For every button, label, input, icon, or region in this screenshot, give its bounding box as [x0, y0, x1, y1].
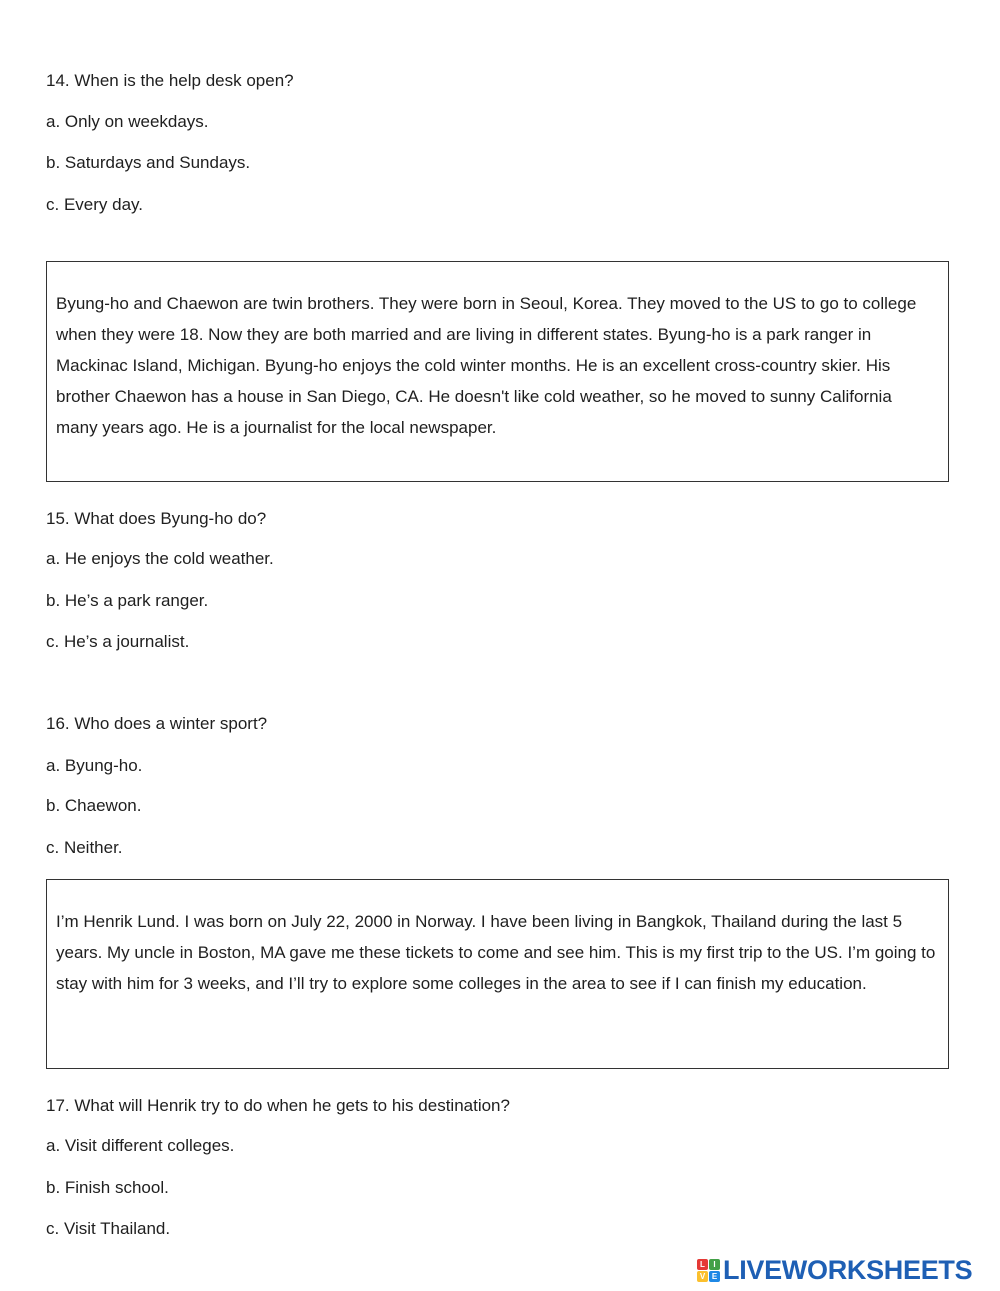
q17-option-b: b. Finish school.	[46, 1178, 169, 1197]
q16-option-b: b. Chaewon.	[46, 796, 142, 815]
logo-block-i: I	[709, 1259, 720, 1270]
q14-option-c: c. Every day.	[46, 195, 143, 214]
q17-option-c: c. Visit Thailand.	[46, 1219, 171, 1238]
question-15: 15. What does Byung-ho do?	[46, 509, 267, 528]
question-14: 14. When is the help desk open?	[46, 71, 294, 90]
logo-block-e: E	[709, 1271, 720, 1282]
q15-option-a: a. He enjoys the cold weather.	[46, 549, 274, 568]
logo-block-v: V	[697, 1271, 708, 1282]
reading-passage-2	[46, 879, 949, 1069]
logo-blocks-icon	[697, 1259, 720, 1282]
q15-option-b: b. He’s a park ranger.	[46, 591, 209, 610]
logo-block-l: L	[697, 1259, 708, 1270]
reading-passage-1	[46, 261, 949, 482]
passage-2-text: I’m Henrik Lund. I was born on July 22, 2000 in Norway. I have been living in Bangkok, Thailand during the last 5 years. My uncle in Boston, MA gave me these tickets to come and see him. This is my first trip to the US. I’m going to stay with him for 3 weeks, and I’ll try to explore some colleges in the area to see if I can finish my education.	[56, 912, 936, 993]
q17-option-a: a. Visit different colleges.	[46, 1136, 235, 1155]
q14-option-b: b. Saturdays and Sundays.	[46, 153, 251, 172]
question-16: 16. Who does a winter sport?	[46, 714, 268, 733]
q15-option-c: c. He’s a journalist.	[46, 632, 190, 651]
q16-option-c: c. Neither.	[46, 838, 123, 857]
passage-1-text: Byung-ho and Chaewon are twin brothers. They were born in Seoul, Korea. They moved to the US to go to college when they were 18. Now they are both married and are living in different states. Byung-ho is a park ranger in Mackinac Island, Michigan. Byung-ho enjoys the cold winter months. He is an excellent cross-country skier. His brother Chaewon has a house in San Diego, CA. He doesn't like cold weather, so he moved to sunny California many years ago. He is a journalist for the local newspaper.	[56, 294, 917, 437]
question-17: 17. What will Henrik try to do when he gets to his destination?	[46, 1096, 510, 1115]
q16-option-a: a. Byung-ho.	[46, 756, 143, 775]
liveworksheets-logo	[697, 1254, 972, 1286]
logo-text: LIVEWORKSHEETS	[723, 1255, 973, 1285]
q14-option-a: a. Only on weekdays.	[46, 112, 209, 131]
